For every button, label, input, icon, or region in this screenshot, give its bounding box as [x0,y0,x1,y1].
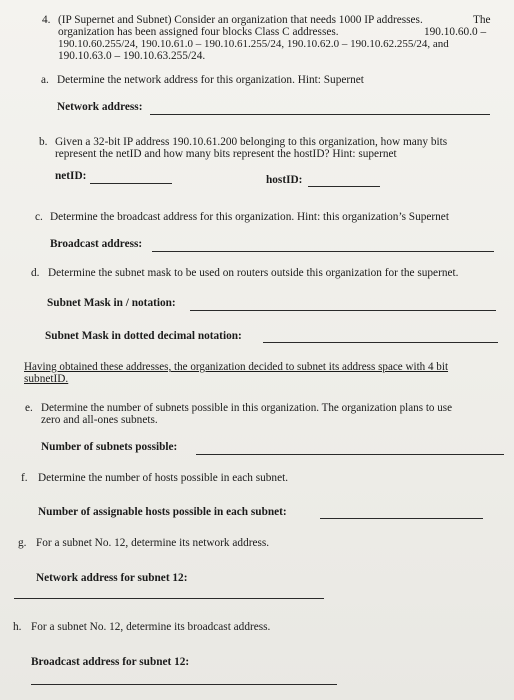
part-e-text-2: zero and all-ones subnets. [41,414,158,426]
part-f-label: Number of assignable hosts possible in each subnet: [38,506,287,518]
question-heading: (IP Supernet and Subnet) Consider an organization that needs 1000 IP addresses. [58,14,423,26]
part-a-label: Network address: [57,101,143,113]
part-c-marker: c. [35,211,43,223]
question-line-4: 190.10.63.0 – 190.10.63.255/24. [58,50,206,62]
part-f-text: Determine the number of hosts possible in each subnet. [38,472,289,484]
part-h-marker: h. [13,621,22,633]
part-g-answer-line[interactable] [14,598,324,599]
part-d-dotted-line[interactable] [263,342,498,343]
part-c-label: Broadcast address: [50,238,143,250]
part-a-answer-line[interactable] [150,114,490,115]
part-b-netid-line[interactable] [90,183,172,184]
part-g-marker: g. [18,537,27,549]
part-b-hostid-line[interactable] [308,186,380,187]
part-f-marker: f. [21,472,28,484]
question-number: 4. [42,14,51,26]
part-b-hostid-label: hostID: [266,174,303,186]
part-b-netid-label: netID: [55,170,87,182]
part-b-marker: b. [39,136,48,148]
question-heading-tail: The [473,14,491,26]
part-h-answer-line[interactable] [31,684,337,685]
part-g-text: For a subnet No. 12, determine its network address. [36,537,270,549]
part-e-marker: e. [25,402,33,414]
part-h-text: For a subnet No. 12, determine its broadcast address. [31,621,271,633]
part-b-text-2: represent the netID and how many bits represent the hostID? Hint: supernet [55,148,397,160]
part-e-text-1: Determine the number of subnets possible in this organization. The organization plans to use [41,402,453,414]
part-c-answer-line[interactable] [152,251,494,252]
question-line-2: organization has been assigned four blocks Class C addresses. [58,26,339,38]
part-g-label: Network address for subnet 12: [36,572,188,584]
part-b-text-1: Given a 32-bit IP address 190.10.61.200 belonging to this organization, how many bits [55,136,448,148]
part-d-marker: d. [31,267,40,279]
part-h-label: Broadcast address for subnet 12: [31,656,190,668]
part-d-label-1: Subnet Mask in / notation: [47,297,176,309]
part-e-label: Number of subnets possible: [41,441,178,453]
part-d-text: Determine the subnet mask to be used on routers outside this organization for the supernet. [48,267,459,279]
question-line-2-tail: 190.10.60.0 – [424,26,487,38]
part-c-text: Determine the broadcast address for this organization. Hint: this organization’s Supernet [50,211,449,223]
part-d-slash-line[interactable] [190,310,496,311]
part-a-marker: a. [41,74,49,86]
subnet-note-line-1: Having obtained these addresses, the organization decided to subnet its address space with 4 bit [24,361,449,373]
part-a-text: Determine the network address for this organization. Hint: Supernet [57,74,364,86]
part-d-label-2: Subnet Mask in dotted decimal notation: [45,330,242,342]
subnet-note-line-2: subnetID. [24,373,69,385]
part-e-answer-line[interactable] [196,454,504,455]
part-f-answer-line[interactable] [320,518,483,519]
question-line-3: 190.10.60.255/24, 190.10.61.0 – 190.10.61.255/24, 190.10.62.0 – 190.10.62.255/24, and [58,38,449,50]
